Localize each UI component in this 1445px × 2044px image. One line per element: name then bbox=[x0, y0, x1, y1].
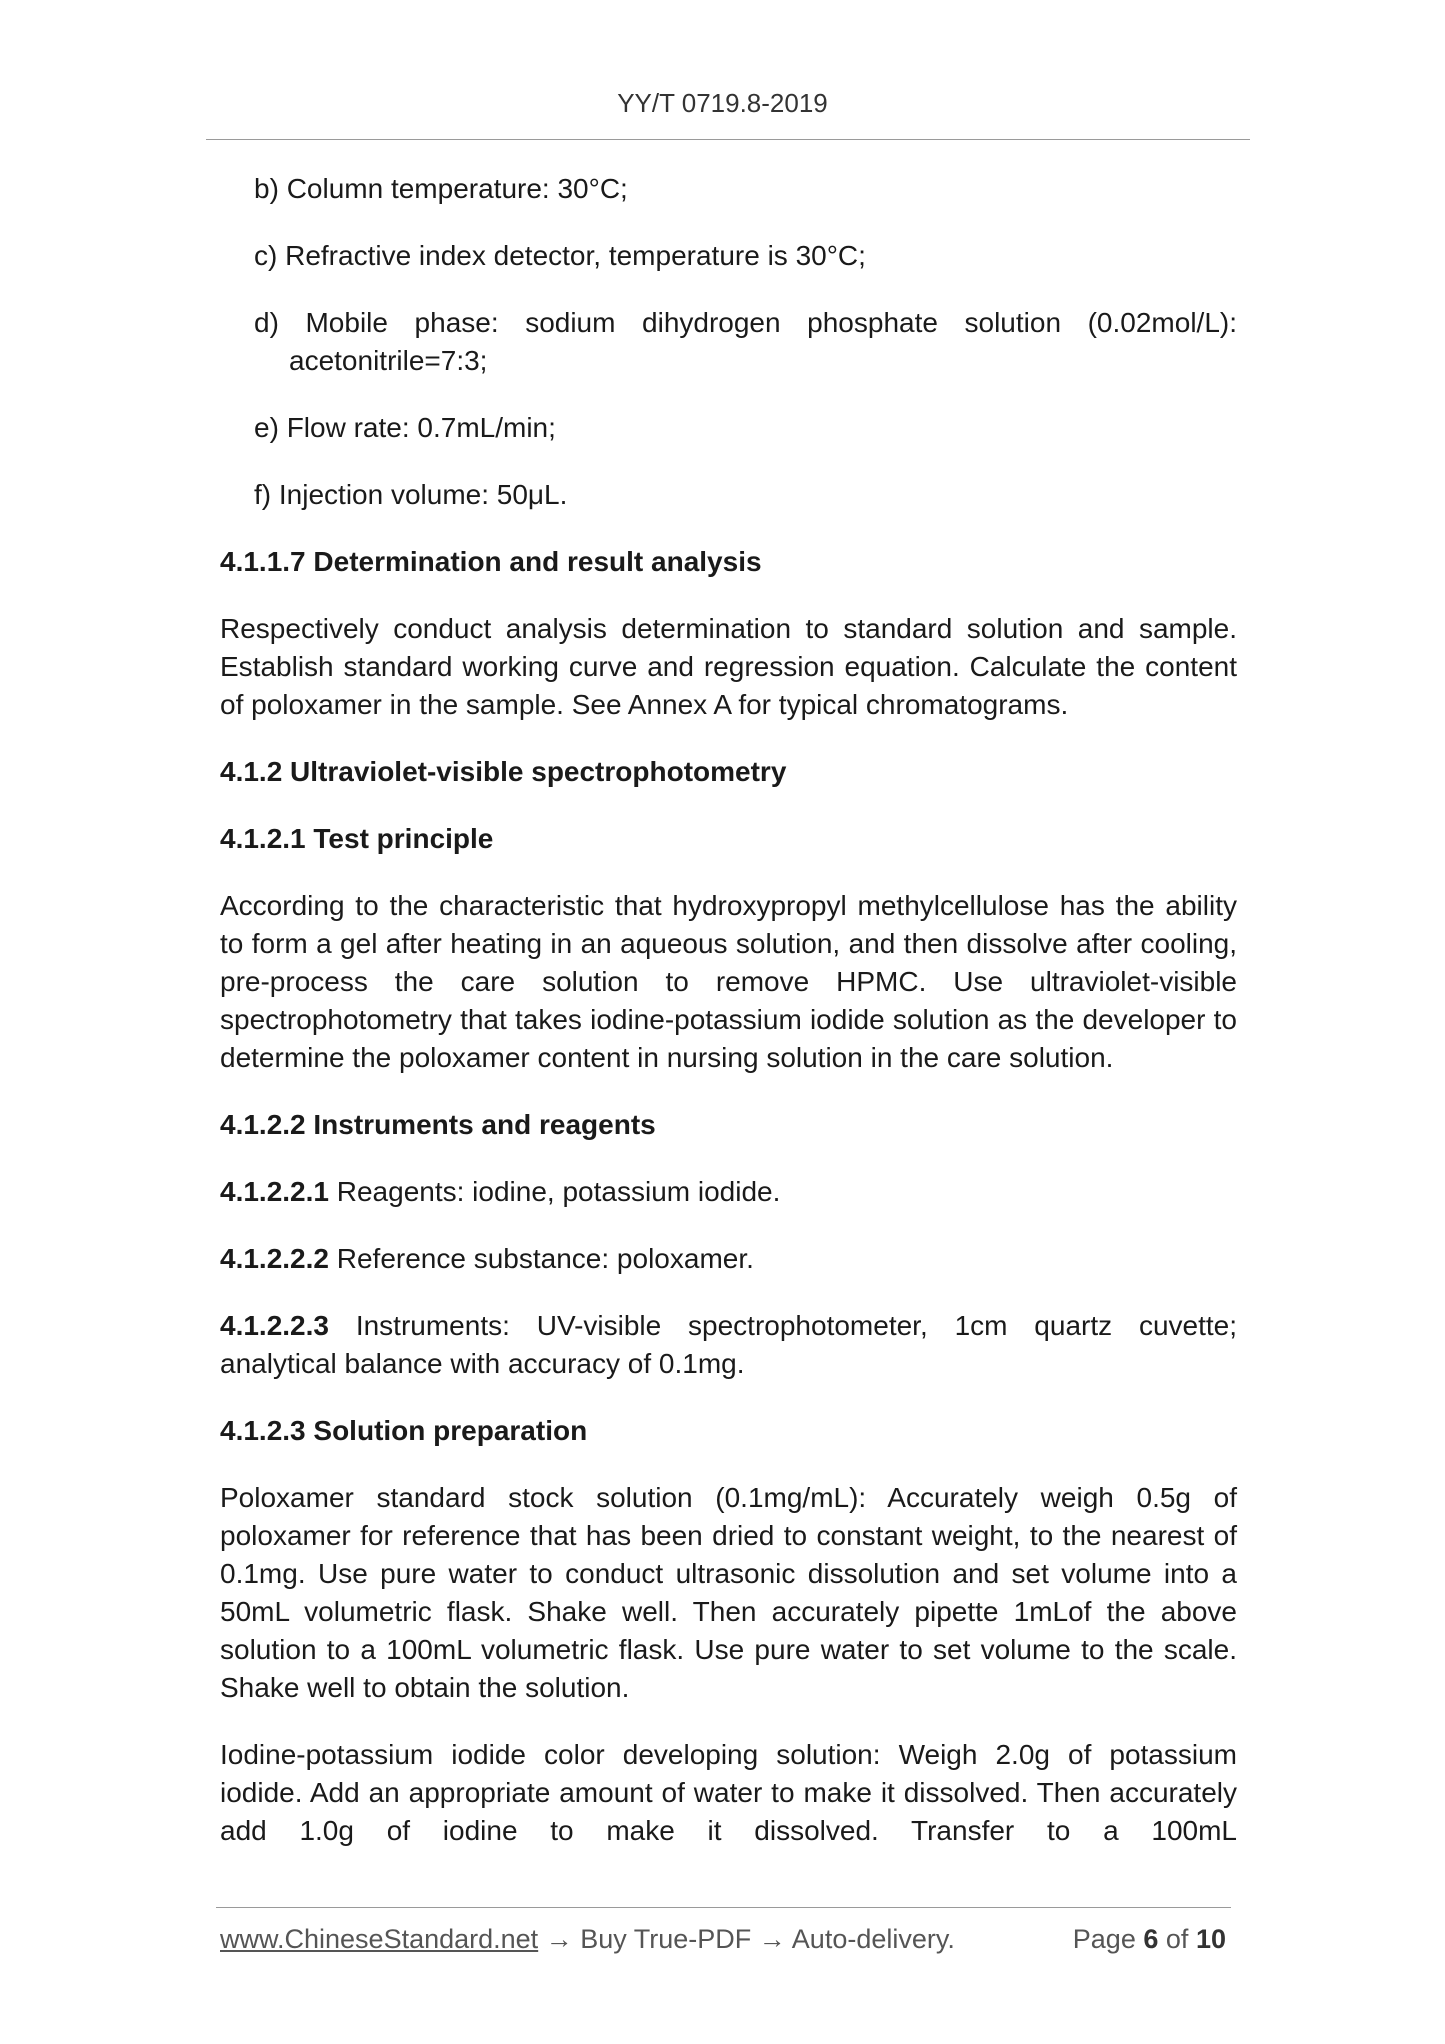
clause-4-1-2-2-3: 4.1.2.2.3 Instruments: UV-visible spectrophotometer, 1cm quartz cuvette; analytical balance with accuracy of 0.1mg. bbox=[220, 1310, 1238, 1379]
page-total: 10 bbox=[1195, 1924, 1226, 1954]
heading-4-1-2-3: 4.1.2.3 Solution preparation bbox=[220, 1415, 588, 1446]
heading-4-1-1-7: 4.1.1.7 Determination and result analysis bbox=[220, 546, 762, 577]
footer-divider bbox=[216, 1907, 1231, 1908]
page-footer bbox=[220, 1924, 1230, 1955]
page-indicator: Page 6 of 10 bbox=[1072, 1924, 1226, 1954]
clause-4-1-2-2-1: 4.1.2.2.1 Reagents: iodine, potassium iodide. bbox=[220, 1176, 781, 1207]
arrow-icon: → bbox=[545, 1924, 573, 1954]
heading-4-1-2-2: 4.1.2.2 Instruments and reagents bbox=[220, 1109, 656, 1140]
paragraph-determination: Respectively conduct analysis determination to standard solution and sample. Establish standard working curve and regression equation. Calculate the content of poloxamer in the sample. See Annex A for typical chromatograms. bbox=[220, 613, 1237, 720]
list-item-d: d) Mobile phase: sodium dihydrogen phosphate solution (0.02mol/L): acetonitrile=7:3; bbox=[254, 307, 1237, 376]
website-link[interactable]: www.ChineseStandard.net bbox=[220, 1924, 539, 1954]
paragraph-test-principle: According to the characteristic that hydroxypropyl methylcellulose has the ability to form a gel after heating in an aqueous solution, and then dissolve after cooling, pre-process the care solution to remove HPMC. Use ultraviolet-visible spectrophotometry that takes iodine-potassium iodide solution as the developer to determine the poloxamer content in nursing solution in the care solution. bbox=[220, 890, 1237, 1073]
paragraph-developing-solution: Iodine-potassium iodide color developing solution: Weigh 2.0g of potassium iodide. Add an appropriate amount of water to make it dissolved. Then accurately add 1.0g of iodine to make it dissolved. Transfer to a 100mL bbox=[220, 1739, 1237, 1846]
auto-delivery-text: Auto-delivery. bbox=[791, 1924, 955, 1954]
heading-4-1-2-1: 4.1.2.1 Test principle bbox=[220, 823, 494, 854]
document-code-header: YY/T 0719.8-2019 bbox=[617, 88, 828, 118]
list-item-c: c) Refractive index detector, temperature is 30°C; bbox=[254, 240, 866, 271]
list-item-e: e) Flow rate: 0.7mL/min; bbox=[254, 412, 556, 443]
page-content bbox=[220, 170, 1237, 1879]
list-item-b: b) Column temperature: 30°C; bbox=[254, 173, 628, 204]
header-divider bbox=[206, 139, 1250, 140]
clause-4-1-2-2-2: 4.1.2.2.2 Reference substance: poloxamer. bbox=[220, 1243, 754, 1274]
arrow-icon: → bbox=[758, 1924, 786, 1954]
list-item-f: f) Injection volume: 50μL. bbox=[254, 479, 568, 510]
buy-true-pdf-text: Buy True-PDF bbox=[580, 1924, 752, 1954]
paragraph-stock-solution: Poloxamer standard stock solution (0.1mg/mL): Accurately weigh 0.5g of poloxamer for reference that has been dried to constant weight, to the nearest of 0.1mg. Use pure water to conduct ultrasonic dissolution and set volume into a 50mL volumetric flask. Shake well. Then accurately pipette 1mLof the above solution to a 100mL volumetric flask. Use pure water to set volume to the scale. Shake well to obtain the solution. bbox=[220, 1482, 1237, 1703]
page-number: 6 bbox=[1143, 1924, 1159, 1954]
heading-4-1-2: 4.1.2 Ultraviolet-visible spectrophotometry bbox=[220, 756, 787, 787]
